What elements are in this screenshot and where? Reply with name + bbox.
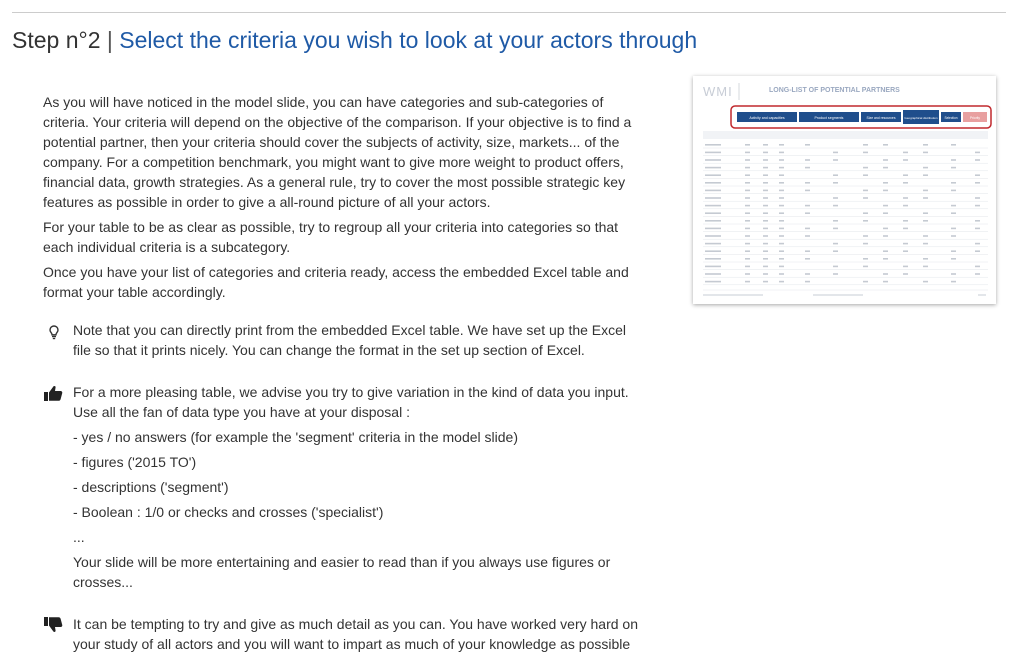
thumbnail-cell [745, 205, 750, 207]
thumbnail-cell [779, 197, 784, 199]
thumbnail-cell [833, 266, 838, 268]
thumbs-down-icon [43, 616, 65, 634]
thumbnail-cell [923, 220, 928, 222]
thumbnail-cell [805, 205, 810, 207]
thumbnail-cell [833, 159, 838, 161]
thumbnail-cell [903, 266, 908, 268]
thumbnail-cell [745, 273, 750, 275]
thumbnail-cell [763, 190, 768, 192]
thumbnail-category: Activity and capacities [749, 116, 785, 120]
thumbnail-cell [705, 273, 721, 275]
thumbnail-cell [763, 182, 768, 184]
thumbnail-cell [779, 205, 784, 207]
thumbnail-cell [763, 220, 768, 222]
thumbnail-cell [705, 205, 721, 207]
thumbnail-cell [883, 205, 888, 207]
thumbnail-cell [745, 258, 750, 260]
thumbnail-category: Selection [944, 116, 958, 120]
thumbnail-cell [763, 250, 768, 252]
thumbnail-cell [923, 190, 928, 192]
thumbnail-cell [705, 167, 721, 169]
thumbnail-cell [863, 243, 868, 245]
tip-text: It can be tempting to try and give as much detail as you can. You have worked very hard on your study of all actors and you will want to impart as much of your knowledge as possible [73, 616, 639, 652]
thumbnail-cell [883, 281, 888, 283]
thumbnail-cell [779, 144, 784, 146]
thumbnail-cell [975, 174, 980, 176]
thumbnail-cell [779, 220, 784, 222]
paragraph: For your table to be as clear as possible, try to regroup all your criteria into categories so that each individual criteria is a subcategory. [43, 219, 619, 255]
thumbnail-cell [923, 212, 928, 214]
thumbnail-cell [805, 212, 810, 214]
thumbnail-cell [763, 228, 768, 230]
thumbnail-cell [745, 235, 750, 237]
tip-warning [43, 614, 643, 654]
thumbnail-cell [833, 205, 838, 207]
thumbnail-cell [975, 197, 980, 199]
thumbnail-cell [923, 174, 928, 176]
thumbnail-cell [863, 174, 868, 176]
thumbnail-cell [779, 190, 784, 192]
thumbnail-cell [745, 167, 750, 169]
thumbnail-cell [763, 212, 768, 214]
thumbnail-cell [833, 182, 838, 184]
thumbnail-cell [903, 152, 908, 154]
thumbnail-cell [951, 281, 956, 283]
thumbnail-cell [975, 266, 980, 268]
thumbnail-cell [951, 212, 956, 214]
thumbnail-cell [805, 258, 810, 260]
thumbnail-cell [903, 174, 908, 176]
thumbnail-cell [705, 220, 721, 222]
thumbnail-cell [923, 266, 928, 268]
thumbnail-cell [951, 235, 956, 237]
thumbnail-cell [763, 159, 768, 161]
thumbnail-category: Size and resources [866, 116, 896, 120]
thumbnail-cell [951, 190, 956, 192]
tip-text: Note that you can directly print from the embedded Excel table. We have set up the Excel file so that it prints nicely. You can change the format in the set up section of Excel. [73, 322, 627, 358]
thumbnail-cell [763, 167, 768, 169]
tip-text: For a more pleasing table, we advise you try to give variation in the kind of data you input. Use all the fan of data type you have at your disposal : [73, 384, 629, 420]
main-content [43, 92, 643, 659]
tip-text: - descriptions ('segment') [73, 479, 229, 495]
thumbnail-cell [863, 167, 868, 169]
thumbnail-cell [705, 212, 721, 214]
thumbnail-cell [863, 258, 868, 260]
tip-text: - figures ('2015 TO') [73, 454, 197, 470]
thumbnail-cell [951, 228, 956, 230]
thumbnail-cell [805, 182, 810, 184]
thumbnail-cell [903, 243, 908, 245]
thumbnail-cell [779, 174, 784, 176]
thumbnail-cell [975, 250, 980, 252]
thumbnail-cell [763, 235, 768, 237]
thumbnail-cell [779, 159, 784, 161]
thumbnail-cell [903, 228, 908, 230]
thumbnail-cell [745, 243, 750, 245]
thumbnail-cell [923, 167, 928, 169]
thumbnail-cell [745, 174, 750, 176]
thumbnail-cell [975, 159, 980, 161]
top-divider [12, 12, 1006, 13]
thumbnail-cell [805, 167, 810, 169]
thumbnail-cell [745, 144, 750, 146]
thumbnail-cell [805, 144, 810, 146]
thumbnail-cell [779, 167, 784, 169]
thumbnail-cell [745, 190, 750, 192]
thumbnail-cell [705, 197, 721, 199]
thumbnail-cell [705, 152, 721, 154]
thumbnail-cell [779, 182, 784, 184]
thumbnail-cell [903, 250, 908, 252]
header-separator: | [106, 27, 113, 53]
paragraph: As you will have noticed in the model slide, you can have categories and sub-categories of criteria. Your criteria will depend on the objective of the comparison. If your objective is to find a potential partner, then your criteria should cover the subjects of activity, size, markets... of the company. For a competition benchmark, you might want to give more weight to product offers, financial data, growth strategies. As a general rule, try to cover the most possible strategic key features as possible in order to give a all-round picture of all your actors. [43, 94, 632, 210]
thumbnail-cell [833, 250, 838, 252]
thumbnail-cell [745, 159, 750, 161]
thumbnail-cell [923, 243, 928, 245]
thumbnail-cell [705, 235, 721, 237]
thumbs-up-icon [43, 384, 65, 402]
page-header [12, 24, 697, 56]
lightbulb-icon [43, 322, 65, 340]
thumbnail-category: Product segments [814, 116, 844, 120]
thumbnail-cell [975, 273, 980, 275]
thumbnail-cell [705, 258, 721, 260]
thumbnail-cell [883, 212, 888, 214]
thumbnail-title: LONG-LIST OF POTENTIAL PARTNERS [769, 87, 900, 94]
thumbnail-cell [863, 220, 868, 222]
tip-advice [43, 382, 643, 592]
thumbnail-cell [923, 152, 928, 154]
page-title: Select the criteria you wish to look at your actors through [119, 27, 698, 53]
thumbnail-cell [975, 228, 980, 230]
tip-text: ... [73, 529, 85, 545]
thumbnail-cell [883, 228, 888, 230]
thumbnail-cell [779, 152, 784, 154]
thumbnail-cell [903, 197, 908, 199]
thumbnail-cell [975, 220, 980, 222]
thumbnail-cell [745, 220, 750, 222]
thumbnail-cell [863, 197, 868, 199]
thumbnail-cell [805, 190, 810, 192]
thumbnail-cell [779, 228, 784, 230]
thumbnail-cell [923, 197, 928, 199]
thumbnail-cell [883, 235, 888, 237]
thumbnail-cell [779, 250, 784, 252]
thumbnail-cell [903, 273, 908, 275]
step-number: Step n°2 [12, 27, 101, 53]
thumbnail-cell [705, 228, 721, 230]
thumbnail-cell [745, 197, 750, 199]
thumbnail-cell [833, 273, 838, 275]
thumbnail-cell [745, 212, 750, 214]
thumbnail-cell [883, 159, 888, 161]
thumbnail-cell [763, 258, 768, 260]
thumbnail-cell [779, 281, 784, 283]
tip-text: - Boolean : 1/0 or checks and crosses ('specialist') [73, 504, 384, 520]
thumbnail-cell [903, 182, 908, 184]
thumbnail-cell [745, 182, 750, 184]
thumbnail-cell [951, 144, 956, 146]
thumbnail-cell [779, 258, 784, 260]
thumbnail-cell [779, 212, 784, 214]
thumbnail-cell [763, 281, 768, 283]
thumbnail-cell [779, 266, 784, 268]
thumbnail-cell [903, 205, 908, 207]
thumbnail-cell [805, 250, 810, 252]
thumbnail-cell [951, 258, 956, 260]
thumbnail-cell [903, 159, 908, 161]
thumbnail-cell [833, 152, 838, 154]
thumbnail-cell [779, 235, 784, 237]
thumbnail-cell [763, 144, 768, 146]
thumbnail-cell [833, 197, 838, 199]
thumbnail-cell [975, 205, 980, 207]
thumbnail-cell [863, 190, 868, 192]
thumbnail-cell [705, 159, 721, 161]
thumbnail-cell [833, 174, 838, 176]
thumbnail-cell [863, 212, 868, 214]
thumbnail-cell [883, 273, 888, 275]
thumbnail-cell [951, 250, 956, 252]
thumbnail-cell [923, 144, 928, 146]
thumbnail-cell [705, 144, 721, 146]
thumbnail-cell [923, 258, 928, 260]
thumbnail-cell [863, 144, 868, 146]
thumbnail-cell [975, 152, 980, 154]
thumbnail-cell [705, 250, 721, 252]
thumbnail-category: Priority [970, 116, 980, 120]
thumbnail-cell [763, 205, 768, 207]
thumbnail-category: Geographical distribution [904, 116, 938, 120]
thumbnail-cell [779, 243, 784, 245]
thumbnail-cell [951, 167, 956, 169]
thumbnail-cell [975, 182, 980, 184]
paragraph: Once you have your list of categories and criteria ready, access the embedded Excel table and format your table accordingly. [43, 264, 629, 300]
thumbnail-cell [975, 243, 980, 245]
thumbnail-cell [763, 273, 768, 275]
thumbnail-cell [705, 266, 721, 268]
thumbnail-cell [805, 273, 810, 275]
thumbnail-cell [951, 273, 956, 275]
thumbnail-cell [705, 190, 721, 192]
thumbnail-cell [883, 144, 888, 146]
thumbnail-cell [763, 152, 768, 154]
thumbnail-slide [693, 76, 996, 304]
thumbnail-cell [863, 266, 868, 268]
thumbnail-cell [763, 266, 768, 268]
model-slide-thumbnail[interactable] [693, 76, 996, 304]
thumbnail-cell [863, 281, 868, 283]
thumbnail-cell [833, 220, 838, 222]
thumbnail-cell [705, 243, 721, 245]
thumbnail-cell [763, 174, 768, 176]
thumbnail-cell [951, 159, 956, 161]
thumbnail-logo: WMI [703, 84, 733, 99]
thumbnail-cell [833, 228, 838, 230]
thumbnail-cell [883, 190, 888, 192]
thumbnail-cell [805, 159, 810, 161]
thumbnail-cell [779, 273, 784, 275]
thumbnail-cell [705, 174, 721, 176]
thumbnail-cell [923, 235, 928, 237]
thumbnail-cell [705, 182, 721, 184]
thumbnail-cell [923, 281, 928, 283]
thumbnail-cell [745, 266, 750, 268]
thumbnail-cell [883, 167, 888, 169]
thumbnail-cell [833, 243, 838, 245]
thumbnail-cell [883, 250, 888, 252]
thumbnail-cell [903, 220, 908, 222]
thumbnail-cell [745, 281, 750, 283]
thumbnail-cell [805, 235, 810, 237]
thumbnail-cell [763, 197, 768, 199]
tip-text: - yes / no answers (for example the 'segment' criteria in the model slide) [73, 429, 518, 445]
thumbnail-cell [805, 281, 810, 283]
thumbnail-cell [951, 182, 956, 184]
thumbnail-cell [863, 152, 868, 154]
thumbnail-cell [883, 258, 888, 260]
thumbnail-cell [763, 243, 768, 245]
tip-print [43, 320, 643, 360]
thumbnail-cell [883, 182, 888, 184]
thumbnail-cell [951, 205, 956, 207]
thumbnail-cell [745, 250, 750, 252]
thumbnail-cell [705, 281, 721, 283]
thumbnail-cell [745, 152, 750, 154]
thumbnail-cell [745, 228, 750, 230]
tip-text: Your slide will be more entertaining and easier to read than if you always use figures or crosses... [73, 554, 611, 590]
thumbnail-cell [863, 235, 868, 237]
thumbnail-cell [805, 228, 810, 230]
